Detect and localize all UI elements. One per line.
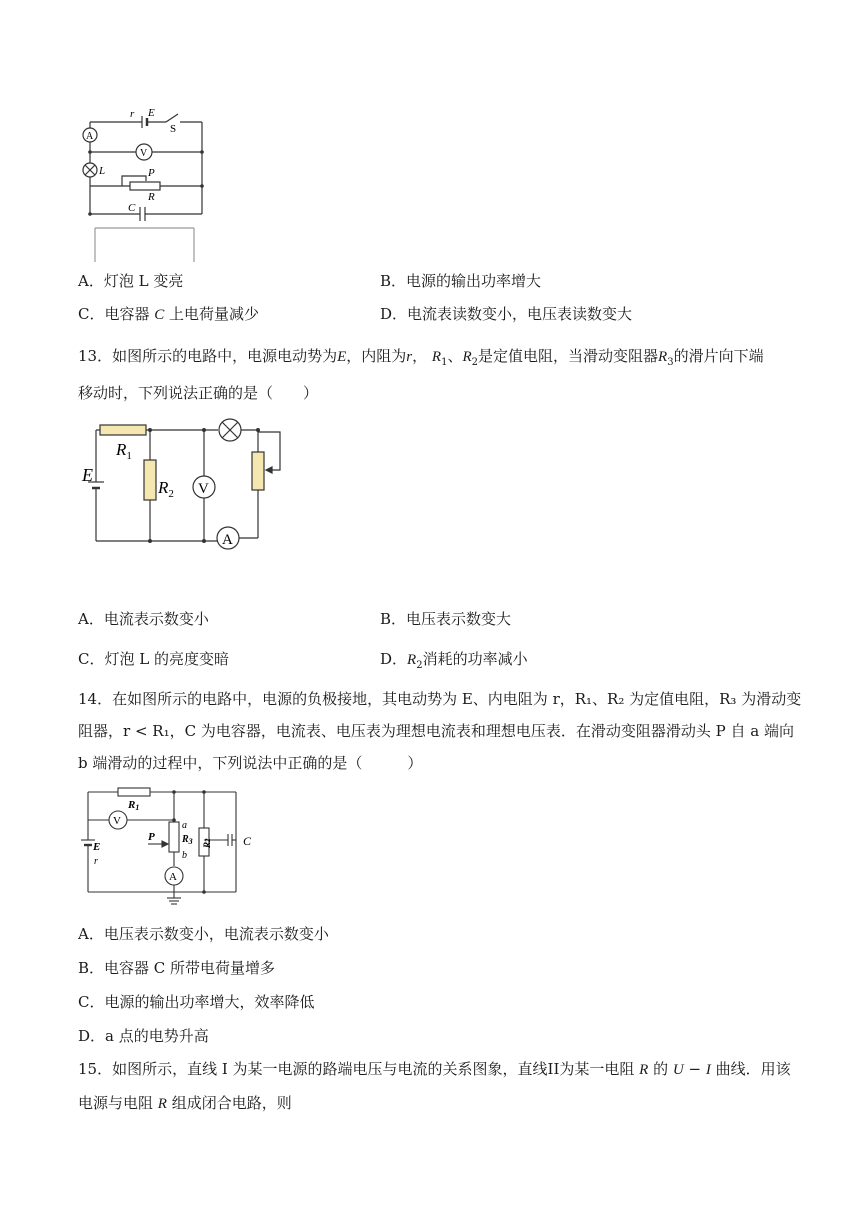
q15-stem-line1	[78, 1058, 791, 1079]
q14-fig-a: a	[182, 820, 187, 831]
q12-option-a: A．灯泡 L 变亮	[78, 272, 184, 290]
q12-c-var: C	[154, 307, 165, 323]
q14-fig-R3: $R_3$	[182, 834, 193, 846]
q13-t2: ，内阻为	[346, 347, 407, 365]
q12-fig-V: V	[140, 148, 148, 159]
q12-option-b: B．电源的输出功率增大	[380, 272, 542, 290]
q12-circuit-diagram	[78, 104, 208, 262]
q15-t3: 曲线．用该	[710, 1060, 791, 1078]
q12-fig-S: S	[170, 123, 177, 135]
q13-t6: 的滑片向下端	[673, 347, 764, 365]
q13-t1: 13．如图所示的电路中，电源电动势为	[78, 347, 338, 365]
q13-fig-V: V	[198, 481, 209, 497]
q13-t5: 是定值电阻，当滑动变阻器	[478, 347, 659, 365]
q14-fig-b: b	[182, 850, 187, 861]
q15-R-2: R	[157, 1096, 167, 1112]
q13-d-R: R	[407, 652, 417, 668]
q13-R1-sub: 1	[441, 357, 448, 368]
q15-U: U	[672, 1062, 684, 1078]
q13-d-pre: D．	[380, 650, 408, 668]
q13-r: r	[406, 349, 413, 365]
q13-R2: R	[462, 349, 472, 365]
q14-stem-line1: 14．在如图所示的电路中，电源的负极接地，其电动势为 E、内电阻为 r，R₁、R₂ 为定值电阻，R₃ 为滑动变	[78, 690, 802, 708]
q12-fig-C: C	[128, 202, 136, 214]
q14-circuit-diagram	[78, 784, 263, 908]
q15-t2: 的	[648, 1060, 673, 1078]
q13-t4: 、	[447, 347, 463, 365]
q12-fig-E: E	[148, 107, 155, 119]
q14-fig-A: A	[169, 871, 177, 883]
q15-t5: 组成闭合电路，则	[166, 1094, 292, 1112]
q12-fig-A: A	[86, 131, 94, 142]
q13-R3-sub: 3	[667, 357, 674, 368]
q13-d-post: 消耗的功率减小	[422, 650, 528, 668]
q12-c-pre: C．电容器	[78, 305, 155, 323]
q12-fig-L: L	[99, 165, 106, 177]
q13-R1: R	[431, 349, 442, 365]
q15-stem-line2	[78, 1092, 292, 1113]
q13-E: E	[337, 349, 347, 365]
q15-t4: 电源与电阻	[78, 1094, 158, 1112]
q14-option-d: D．a 点的电势升高	[78, 1027, 209, 1045]
q13-t3: ，	[412, 347, 428, 365]
q13-option-d	[380, 648, 528, 671]
q12-fig-r: r	[130, 108, 135, 120]
q13-R3: R	[658, 349, 668, 365]
q14-fig-R2: R2	[202, 838, 212, 848]
q14-fig-r: r	[94, 856, 98, 867]
q12-fig-R: R	[148, 191, 155, 203]
q14-fig-P: P	[148, 831, 155, 843]
q13-fig-A: A	[222, 532, 233, 548]
q13-fig-R1: $R_1$	[116, 440, 132, 462]
q13-option-a: A．电流表示数变小	[78, 610, 209, 628]
q13-fig-R2: $R_2$	[158, 478, 174, 500]
q14-option-b: B．电容器 C 所带电荷量增多	[78, 959, 276, 977]
q13-option-b: B．电压表示数变大	[380, 610, 512, 628]
q13-circuit-diagram	[78, 418, 293, 553]
q13-R2-sub: 2	[471, 357, 479, 368]
q15-I: I	[705, 1062, 711, 1078]
q14-fig-R1: R1	[128, 799, 140, 812]
q13-stem-line2: 移动时，下列说法正确的是（ ）	[78, 384, 319, 402]
q12-option-c	[78, 303, 259, 324]
q14-option-c: C．电源的输出功率增大，效率降低	[78, 993, 315, 1011]
q14-stem-line3: b 端滑动的过程中，下列说法中正确的是（ ）	[78, 754, 423, 772]
q14-fig-V: V	[113, 815, 121, 827]
q14-option-a: A．电压表示数变小，电流表示数变小	[78, 925, 329, 943]
q13-fig-E: E	[82, 465, 93, 485]
q13-d-sub: 2	[416, 660, 423, 671]
q12-option-d: D．电流表读数变小，电压表读数变大	[380, 305, 633, 323]
q13-option-c: C．灯泡 L 的亮度变暗	[78, 650, 229, 668]
q14-fig-C: C	[243, 834, 252, 848]
q14-stem-line2: 阻器，r < R₁，C 为电容器，电流表、电压表为理想电流表和理想电压表．在滑动变阻器滑动头 P 自 a 端向	[78, 722, 794, 740]
q14-fig-E: E	[93, 841, 101, 853]
q15-R: R	[639, 1062, 649, 1078]
q12-c-post: 上电荷量减少	[164, 305, 260, 323]
q15-t1: 15．如图所示，直线 I 为某一电源的路端电压与电流的关系图象，直线II为某一电阻	[78, 1060, 640, 1078]
q12-fig-P: P	[148, 167, 155, 179]
q13-stem-line1	[78, 345, 764, 368]
q15-dash: −	[683, 1060, 706, 1078]
